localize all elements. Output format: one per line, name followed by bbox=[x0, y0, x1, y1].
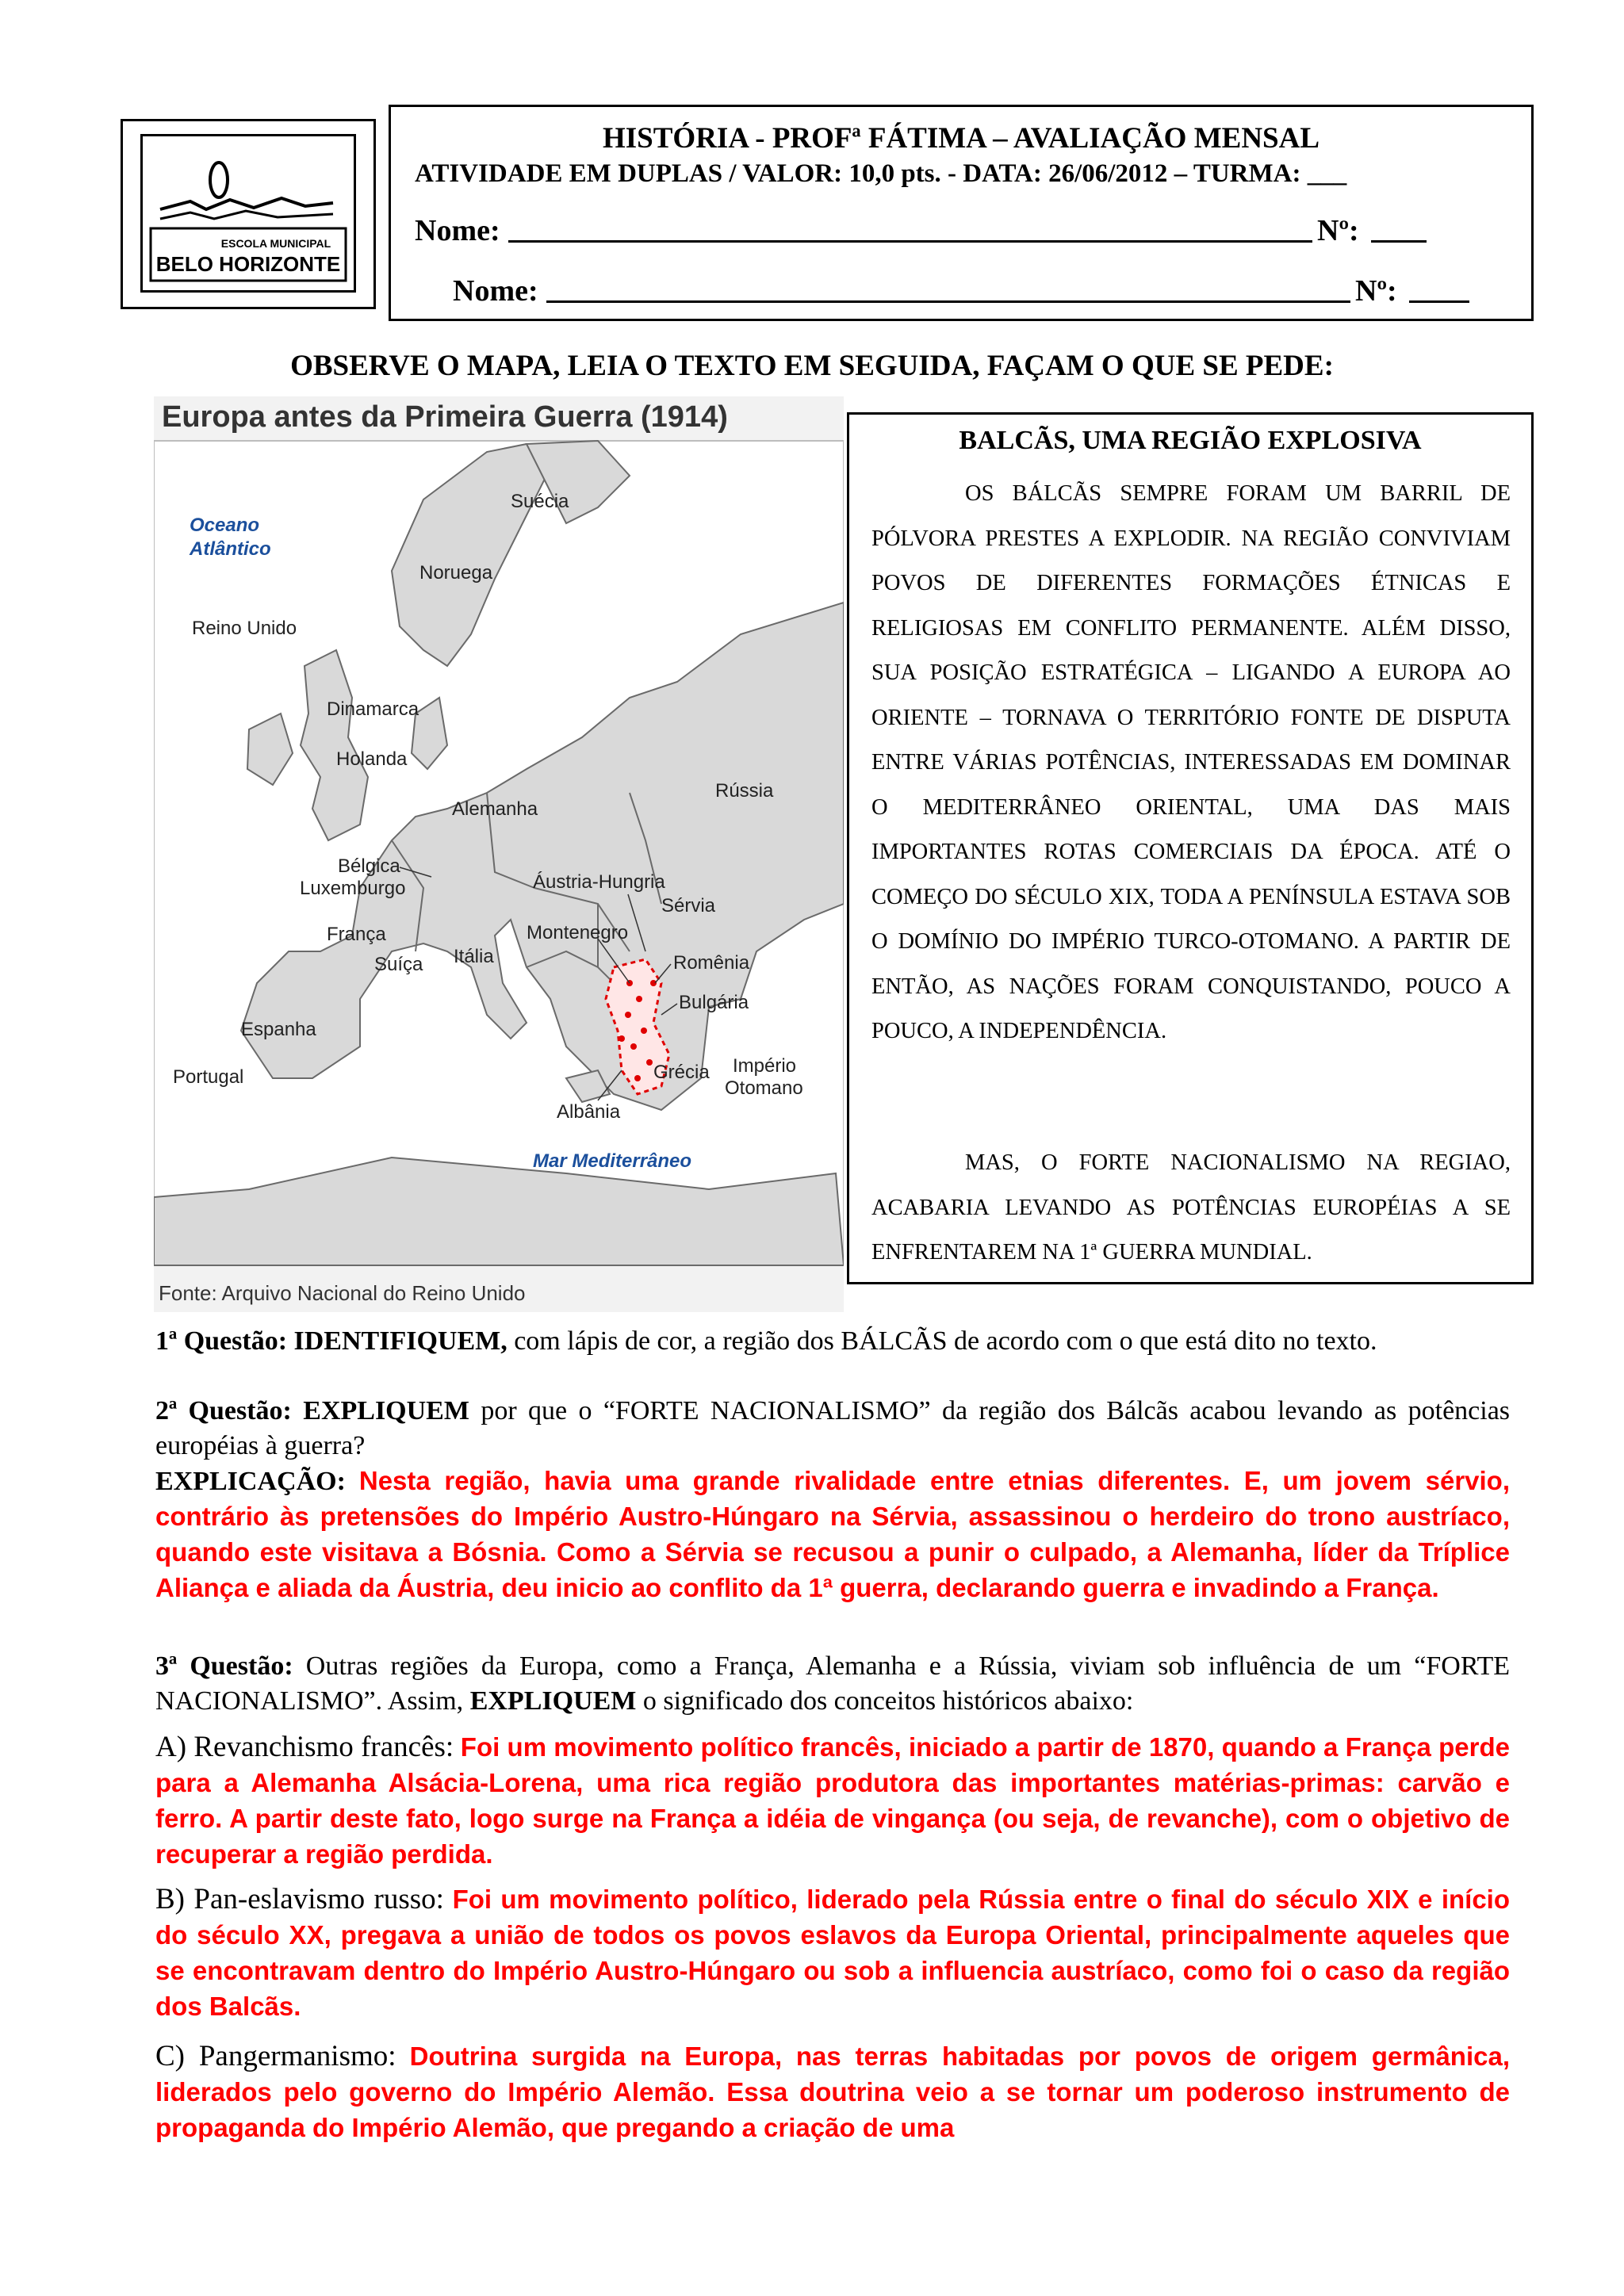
item-b bbox=[155, 1882, 1510, 2025]
map-label-alemanha: Alemanha bbox=[452, 798, 538, 820]
map-title: Europa antes da Primeira Guerra (1914) bbox=[162, 400, 728, 434]
map-label-atlantico: Atlântico bbox=[190, 538, 271, 560]
map-label-suica: Suíça bbox=[374, 954, 423, 975]
europe-map bbox=[154, 396, 844, 1312]
page-subtitle: ATIVIDADE EM DUPLAS / VALOR: 10,0 pts. - DATA: 26/06/2012 – TURMA: ___ bbox=[415, 159, 1347, 188]
map-label-franca: França bbox=[327, 924, 386, 945]
answer-2-label: EXPLICAÇÃO bbox=[155, 1467, 337, 1496]
question-3-text-1: Outras regiões da Europa, como a França, Alemanha e a Rússia, viviam sob influência de um “FORTE NACIONALISMO”. Assim, bbox=[155, 1651, 1511, 1716]
question-2-answer: EXPLICAÇÃO: Nesta região, havia uma grande rivalidade entre etnias diferentes. E, um jovem sérvio, contrário às pretensões do Império Austro-Húngaro na Sérvia, assassinou o herdeiro do trono austríaco, quando este visitava a Bósnia. Como a Sérvia se recusou a punir o culpado, a Alemanha, líder da Tríplice Aliança e aliada da Áustria, deu inicio ao conflito da 1ª guerra, declarando guerra e invadindo a França. bbox=[155, 1466, 1511, 1602]
map-label-romenia: Romênia bbox=[673, 952, 750, 974]
map-label-grecia: Grécia bbox=[653, 1062, 710, 1083]
item-b-label: B) Pan-eslavismo russo: bbox=[155, 1883, 444, 1915]
europe-map-image bbox=[154, 396, 844, 1312]
item-c bbox=[155, 2039, 1510, 2146]
map-label-mar: Mar Mediterrâneo bbox=[533, 1150, 692, 1172]
map-label-luxemburgo: Luxemburgo bbox=[300, 878, 406, 899]
school-logo-emblem-icon bbox=[143, 136, 354, 290]
map-label-reino-unido: Reino Unido bbox=[192, 618, 297, 639]
number-label-1: Nº: bbox=[1317, 214, 1359, 247]
map-label-noruega: Noruega bbox=[419, 562, 493, 584]
question-2-label: 2ª Questão: bbox=[155, 1396, 292, 1425]
logo-line1: ESCOLA MUNICIPAL bbox=[220, 237, 331, 250]
name-field-1[interactable] bbox=[508, 240, 1312, 243]
text-box-balcas bbox=[847, 412, 1534, 1284]
map-source: Fonte: Arquivo Nacional do Reino Unido bbox=[159, 1281, 526, 1305]
question-2-verb: EXPLIQUEM bbox=[303, 1396, 469, 1425]
item-b-answer[interactable]: Foi um movimento político, liderado pela Rússia entre o final do século XIX e início do século XX, pregava a união de todos os povos eslavos da Europa Oriental, principalmente aqueles que se encontravam dentro do Império Austro-Húngaro ou sob a influencia austríaco, como foi o caso da região dos Balcãs. bbox=[155, 1885, 1511, 2021]
question-3-text-2: o significado dos conceitos históricos abaixo: bbox=[642, 1686, 1134, 1716]
question-2 bbox=[155, 1394, 1510, 1464]
name-label-1: Nome: bbox=[415, 214, 500, 247]
text-box-paragraph-2: MAS, O FORTE NACIONALISMO NA REGIAO, ACABARIA LEVANDO AS POTÊNCIAS EUROPÉIAS A SE ENFRENTAREM NA 1ª GUERRA MUNDIAL. bbox=[871, 1150, 1511, 1265]
map-label-oceano: Oceano bbox=[190, 515, 260, 536]
school-logo-frame bbox=[121, 119, 376, 309]
map-label-portugal: Portugal bbox=[173, 1066, 244, 1088]
item-a bbox=[155, 1730, 1510, 1873]
item-a-label: A) Revanchismo francês: bbox=[155, 1731, 454, 1763]
map-label-belgica: Bélgica bbox=[338, 855, 400, 877]
question-2-text: por que o “FORTE NACIONALISMO” da região dos Bálcãs acabou levando as potências européias à guerra? bbox=[155, 1396, 1511, 1460]
school-logo bbox=[140, 134, 356, 293]
map-label-suecia: Suécia bbox=[511, 491, 569, 512]
map-label-otomano: Otomano bbox=[725, 1077, 803, 1099]
name-field-2[interactable] bbox=[546, 300, 1350, 303]
map-label-imperio: Império bbox=[733, 1055, 797, 1077]
page-title: HISTÓRIA - PROFª FÁTIMA – AVALIAÇÃO MENSAL bbox=[602, 122, 1320, 155]
map-label-russia: Rússia bbox=[715, 780, 774, 802]
text-box-paragraph-1: OS BÁLCÃS SEMPRE FORAM UM BARRIL DE PÓLVORA PRESTES A EXPLODIR. NA REGIÃO CONVIVIAM POVOS DE DIFERENTES FORMAÇÕES ÉTNICAS E RELIGIOSAS EM CONFLITO PERMANENTE. ALÉM DISSO, SUA POSIÇÃO ESTRATÉGICA – LIGANDO A EUROPA AO ORIENTE – TORNAVA O TERRITÓRIO FONTE DE DISPUTA ENTRE VÁRIAS POTÊNCIAS, INTERESSADAS EM DOMINAR O MEDITERRÂNEO ORIENTAL, UMA DAS MAIS IMPORTANTES ROTAS COMERCIAIS DA ÉPOCA. ATÉ O COMEÇO DO SÉCULO XIX, TODA A PENÍNSULA ESTAVA SOB O DOMÍNIO DO IMPÉRIO TURCO-OTOMANO. A PARTIR DE ENTÃO, AS NAÇÕES FORAM CONQUISTANDO, POUCO A POUCO, A INDEPENDÊNCIA. bbox=[871, 481, 1511, 1043]
question-1-verb: IDENTIFIQUEM, bbox=[293, 1326, 508, 1356]
number-label-2: Nº: bbox=[1355, 274, 1397, 308]
map-label-servia: Sérvia bbox=[661, 895, 716, 916]
item-c-label: C) Pangermanismo: bbox=[155, 2040, 396, 2072]
question-3-verb: EXPLIQUEM bbox=[469, 1686, 637, 1716]
number-field-2[interactable] bbox=[1409, 300, 1469, 303]
number-field-1[interactable] bbox=[1371, 240, 1427, 243]
question-3-label: 3ª Questão: bbox=[155, 1651, 293, 1681]
map-label-bulgaria: Bulgária bbox=[679, 992, 749, 1013]
header-box bbox=[389, 105, 1534, 321]
item-c-answer[interactable]: Doutrina surgida na Europa, nas terras habitadas por povos de origem germânica, liderados pelo governo do Império Alemão. Essa doutrina veio a se tornar um poderoso instrumento de propaganda do Império Alemão, que pregando a criação de uma bbox=[155, 2042, 1511, 2142]
question-1-text: com lápis de cor, a região dos BÁLCÃS de acordo com o que está dito no texto. bbox=[514, 1326, 1377, 1356]
map-label-holanda: Holanda bbox=[336, 748, 408, 770]
item-a-answer[interactable]: Foi um movimento político francês, iniciado a partir de 1870, quando a França perde para a Alemanha Alsácia-Lorena, uma rica região produtora das importantes matérias-primas: carvão e ferro. A partir deste fato, logo surge na França a idéia de vingança (ou seja, de revanche), com o objetivo de recuperar a região perdida. bbox=[155, 1732, 1510, 1869]
question-3 bbox=[155, 1649, 1510, 1719]
map-label-austria: Áustria-Hungria bbox=[533, 871, 665, 893]
map-label-albania: Albânia bbox=[557, 1101, 621, 1123]
map-label-dinamarca: Dinamarca bbox=[327, 698, 419, 720]
map-label-espanha: Espanha bbox=[241, 1019, 316, 1040]
name-label-2: Nome: bbox=[453, 274, 538, 308]
instruction: OBSERVE O MAPA, LEIA O TEXTO EM SEGUIDA, FAÇAM O QUE SE PEDE: bbox=[290, 350, 1334, 382]
text-box-title: BALCÃS, UMA REGIÃO EXPLOSIVA bbox=[959, 426, 1422, 455]
map-label-italia: Itália bbox=[454, 946, 494, 967]
answer-2-text[interactable]: Nesta região, havia uma grande rivalidade entre etnias diferentes. E, um jovem sérvio, contrário às pretensões do Império Austro-Húngaro na Sérvia, assassinou o herdeiro do trono austríaco, quando este visitava a Bósnia. Como a Sérvia se recusou a punir o culpado, a Alemanha, líder da Tríplice Aliança e aliada da Áustria, deu inicio ao conflito da 1ª guerra, declarando guerra e invadindo a França. bbox=[155, 1466, 1511, 1602]
question-1-label: 1ª Questão: bbox=[155, 1326, 288, 1356]
map-label-montenegro: Montenegro bbox=[527, 922, 629, 943]
question-1 bbox=[155, 1324, 1510, 1359]
logo-line2: BELO HORIZONTE bbox=[155, 252, 341, 276]
